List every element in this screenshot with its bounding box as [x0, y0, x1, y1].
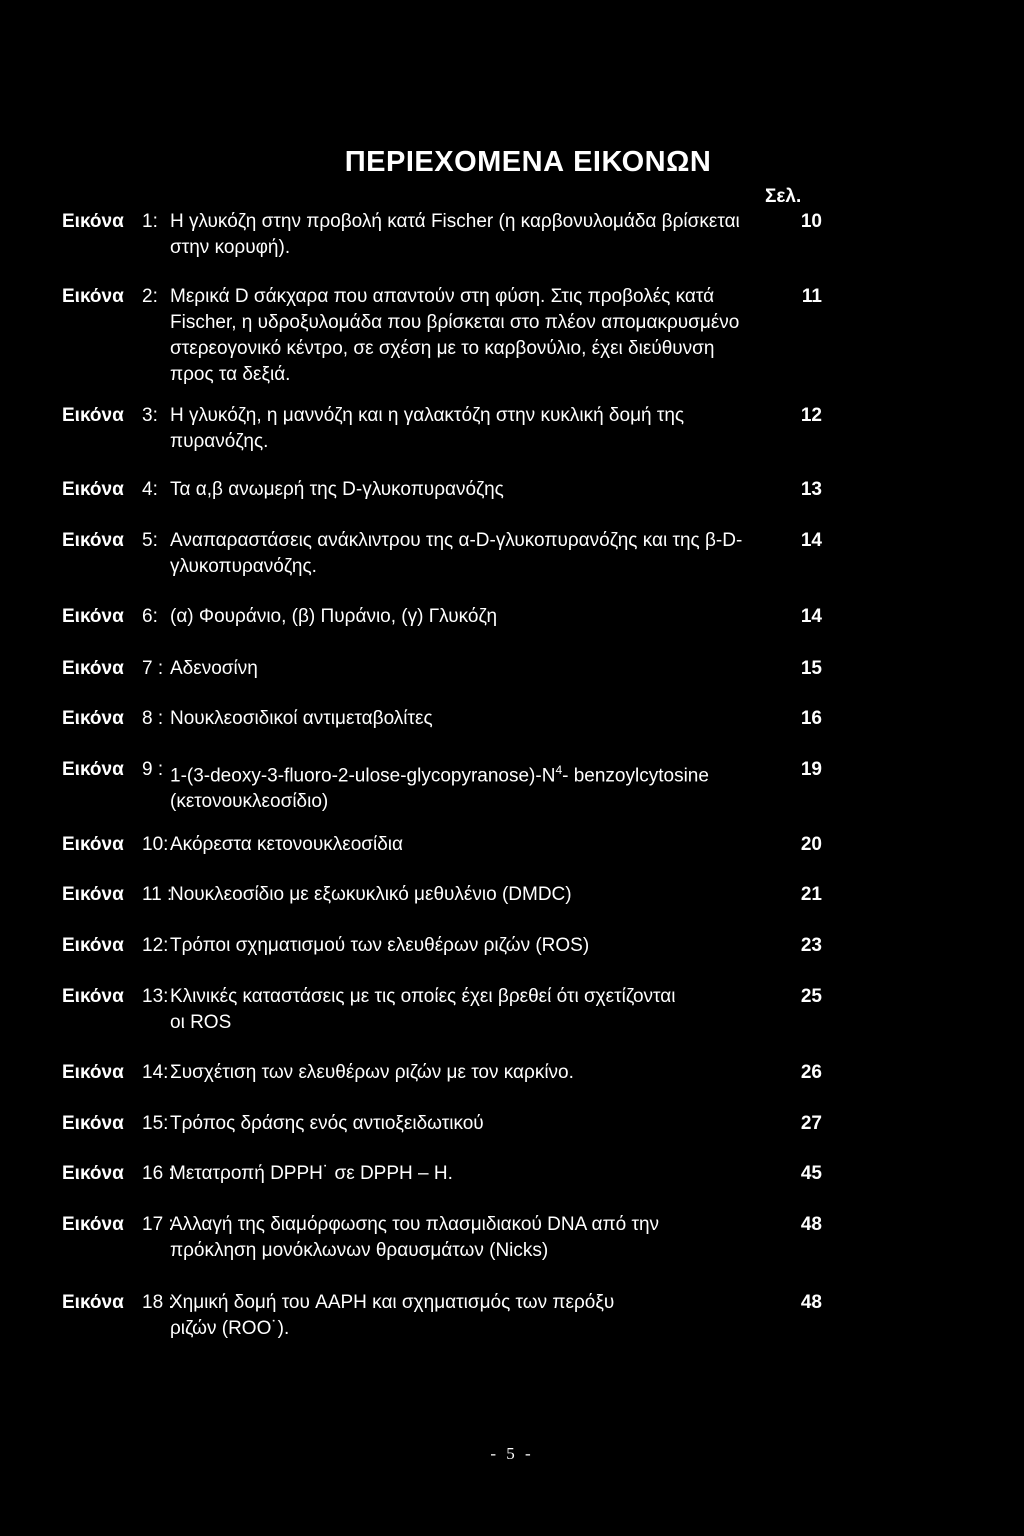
entry-page: 19 [800, 759, 822, 780]
entry-page: 12 [800, 405, 822, 426]
entry-label: Εικόνα [62, 286, 124, 307]
entry-label: Εικόνα [62, 986, 124, 1007]
entry-number: 15: [142, 1113, 169, 1134]
entry-number: 16 : [142, 1163, 174, 1184]
entry-number: 4: [142, 479, 158, 500]
entry-label: Εικόνα [62, 935, 124, 956]
entry-text: Νουκλεοσιδικοί αντιμεταβολίτες [170, 708, 433, 729]
entry-page: 45 [800, 1163, 822, 1184]
entry-text: Τα α,β ανωμερή της D-γλυκοπυρανόζης [170, 479, 504, 500]
entry-number: 8 : [142, 708, 164, 729]
entry-number: 3: [142, 405, 158, 426]
entry-number: 14: [142, 1062, 169, 1083]
entry-label: Εικόνα [62, 1062, 124, 1083]
entry-text: Αλλαγή της διαμόρφωσης του πλασμιδιακού DNA από την πρόκληση μονόκλωνων θραυσμάτων (Nicks) [170, 1214, 660, 1261]
entry-number: 6: [142, 606, 158, 627]
entry-page: 15 [800, 658, 822, 679]
entry-label: Εικόνα [62, 530, 124, 551]
entry-page: 21 [800, 884, 822, 905]
entry-number: 2: [142, 286, 158, 307]
entry-label: Εικόνα [62, 1113, 124, 1134]
page-column-header: Σελ. [765, 186, 802, 207]
entry-page: 10 [800, 211, 822, 232]
page-title: ΠΕΡΙΕΧΟΜΕΝΑ ΕΙΚΟΝΩΝ [344, 146, 712, 178]
entry-text [170, 757, 750, 815]
entry-label: Εικόνα [62, 211, 124, 232]
entry-text: Μετατροπή DPPH˙ σε DPPH – H. [170, 1163, 453, 1184]
entry-text: Συσχέτιση των ελευθέρων ριζών με τον καρκίνο. [170, 1062, 574, 1083]
entry-text: Αδενοσίνη [170, 658, 258, 679]
entry-label: Εικόνα [62, 606, 124, 627]
entry-page: 27 [800, 1113, 822, 1134]
entry-text: Αναπαραστάσεις ανάκλιντρου της α-D-γλυκοπυρανόζης και της β-D-γλυκοπυρανόζης. [170, 530, 743, 577]
entry-text-superscript: 4 [555, 763, 563, 777]
entry-text-rest: - benzoylcytosine (κετονουκλεοσίδιο) [170, 765, 709, 813]
entry-text: Η γλυκόζη, η μαννόζη και η γαλακτόζη στην κυκλική δομή της πυρανόζης. [170, 405, 685, 452]
entry-label: Εικόνα [62, 884, 124, 905]
entry-label: Εικόνα [62, 1292, 124, 1313]
entry-label: Εικόνα [62, 405, 124, 426]
entry-page: 48 [800, 1214, 822, 1235]
entry-number: 7 : [142, 658, 164, 679]
page-number-footer: - 5 - [490, 1444, 534, 1463]
entry-label: Εικόνα [62, 658, 124, 679]
entry-label: Εικόνα [62, 834, 124, 855]
entry-text: Κλινικές καταστάσεις με τις οποίες έχει βρεθεί ότι σχετίζονται οι ROS [170, 986, 676, 1033]
entry-label: Εικόνα [62, 1214, 124, 1235]
entry-text-main: 1-(3-deoxy-3-fluoro-2-ulose-glycopyranose)-N [170, 765, 556, 787]
entry-page: 26 [800, 1062, 822, 1083]
entry-label: Εικόνα [62, 759, 124, 780]
entry-number: 11 : [142, 884, 173, 905]
entry-number: 5: [142, 530, 158, 551]
entry-page: 14 [800, 606, 822, 627]
entry-number: 17 : [142, 1214, 174, 1235]
entry-label: Εικόνα [62, 1163, 124, 1184]
entry-text: Νουκλεοσίδιο με εξωκυκλικό μεθυλένιο (DMDC) [170, 884, 572, 905]
entry-number: 9 : [142, 759, 164, 780]
entry-text: Ακόρεστα κετονουκλεοσίδια [170, 834, 404, 855]
entry-number: 18 : [142, 1292, 174, 1313]
entry-label: Εικόνα [62, 479, 124, 500]
entry-page: 13 [800, 479, 822, 500]
entry-label: Εικόνα [62, 708, 124, 729]
entry-text: Τρόπος δράσης ενός αντιοξειδωτικού [170, 1113, 484, 1134]
entry-text: Η γλυκόζη στην προβολή κατά Fischer (η καρβονυλομάδα βρίσκεται στην κορυφή). [170, 211, 740, 258]
entry-page: 20 [800, 834, 822, 855]
entry-text: Μερικά D σάκχαρα που απαντούν στη φύση. Στις προβολές κατά Fischer, η υδροξυλομάδα που βρίσκεται στο πλέον απομακρυσμένο στερεογονικό κέντρο, σε σχέση με το καρβονύλιο, έχει διεύθυνση προς τα δεξιά. [170, 286, 740, 385]
entry-number: 13: [142, 986, 169, 1007]
entry-text: Τρόποι σχηματισμού των ελευθέρων ριζών (ROS) [170, 935, 590, 956]
entry-page: 11 [801, 286, 822, 307]
entry-number: 12: [142, 935, 169, 956]
entry-page: 25 [800, 986, 822, 1007]
entry-page: 16 [800, 708, 822, 729]
entry-page: 23 [800, 935, 822, 956]
entry-number: 1: [142, 211, 158, 232]
entry-page: 48 [800, 1292, 822, 1313]
entry-page: 14 [800, 530, 822, 551]
entry-text: Χημική δομή του AAPH και σχηματισμός των περόξυ ριζών (ROO˙). [170, 1292, 615, 1339]
entry-text: (α) Φουράνιο, (β) Πυράνιο, (γ) Γλυκόζη [170, 606, 498, 627]
entry-number: 10: [142, 834, 169, 855]
